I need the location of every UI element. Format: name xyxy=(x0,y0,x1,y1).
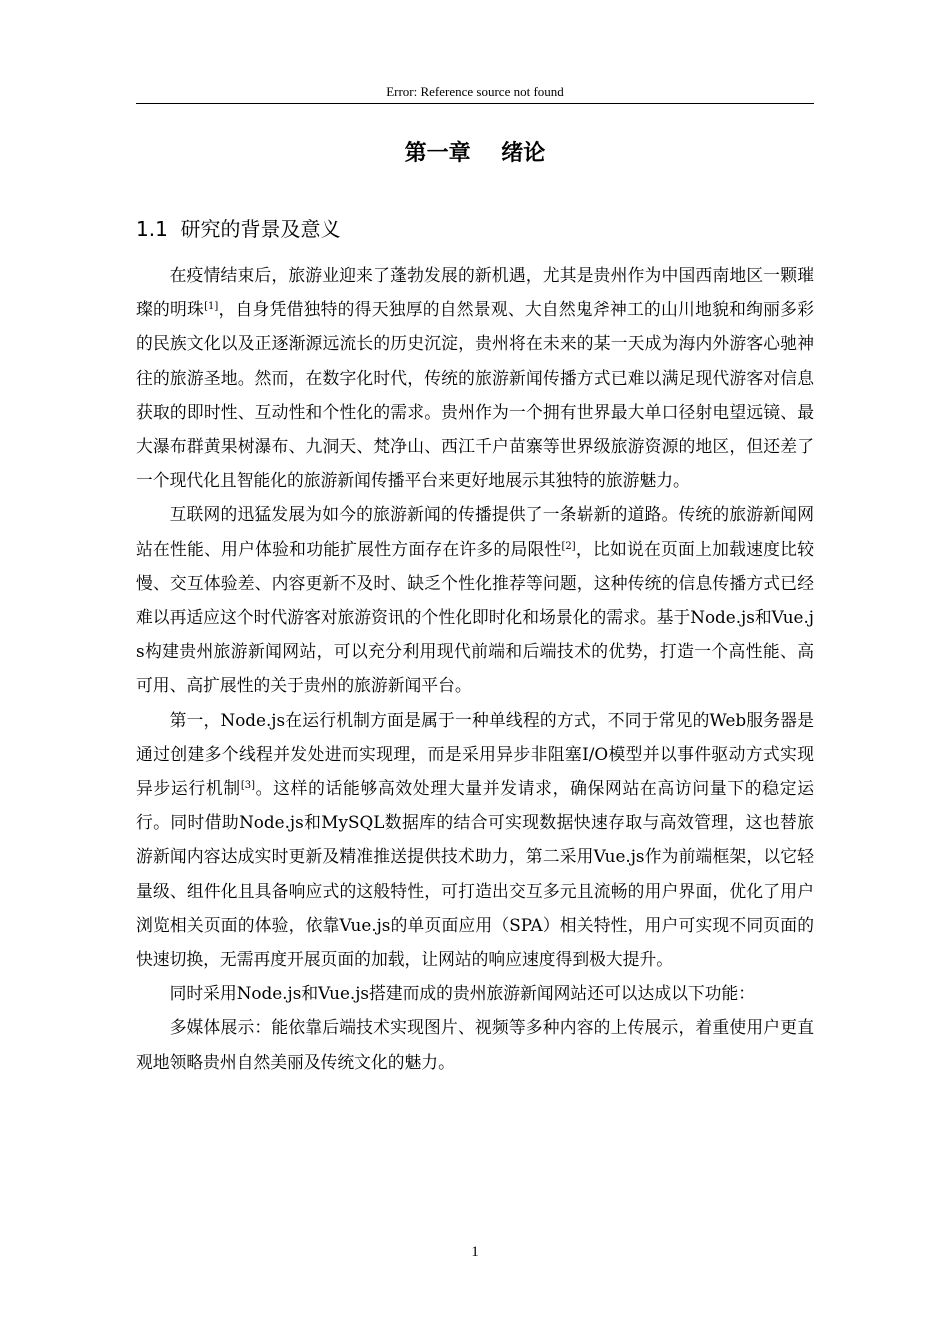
body-text xyxy=(136,258,814,1079)
paragraph-text: 互联网的迅猛发展为如今的旅游新闻的传播提供了一条崭新的道路。传统的旅游新闻网站在性能、用户体验和功能扩展性方面存在许多的局限性 xyxy=(136,504,814,559)
paragraph-text: 第一，Node.js在运行机制方面是属于一种单线程的方式，不同于常见的Web服务器是通过创建多个线程并发处进而实现理，而是采用异步非阻塞I/O模型并以事件驱动方式实现异步运行机制 xyxy=(136,709,814,799)
paragraph-text: 。这样的话能够高效处理大量并发请求，确保网站在高访问量下的稳定运行。同时借助Node.js和MySQL数据库的结合可实现数据快速存取与高效管理，这也替旅游新闻内容达成实时更新及精准推送提供技术助力，第二采用Vue.js作为前端框架，以它轻量级、组件化且具备响应式的这般特性，可打造出交互多元且流畅的用户界面，优化了用户浏览相关页面的体验，依靠Vue.js的单页面应用（SPA）相关特性，用户可实现不同页面的快速切换，无需再度开展页面的加载，让网站的响应速度得到极大提升。 xyxy=(136,778,814,970)
paragraph-text: 在疫情结束后，旅游业迎来了蓬勃发展的新机遇，尤其是贵州作为中国西南地区一颗璀璨的明珠 xyxy=(136,265,814,320)
page-number: 1 xyxy=(471,1244,479,1260)
header-rule xyxy=(136,103,814,104)
chapter-title: 第一章 绪论 xyxy=(404,141,546,166)
paragraph-4 xyxy=(136,976,814,1010)
paragraph-3 xyxy=(136,703,814,977)
paragraph-text: 多媒体展示：能依靠后端技术实现图片、视频等多种内容的上传展示，着重使用户更直观地领略贵州自然美丽及传统文化的魅力。 xyxy=(136,1017,814,1072)
paragraph-text: 同时采用Node.js和Vue.js搭建而成的贵州旅游新闻网站还可以达成以下功能： xyxy=(169,983,756,1004)
paragraph-text: ，自身凭借独特的得天独厚的自然景观、大自然鬼斧神工的山川地貌和绚丽多彩的民族文化以及正逐渐源远流长的历史沉淀，贵州将在未来的某一天成为海内外游客心驰神往的旅游圣地。然而，在数字化时代，传统的旅游新闻传播方式已难以满足现代游客对信息获取的即时性、互动性和个性化的需求。贵州作为一个拥有世界最大单口径射电望远镜、最大瀑布群黄果树瀑布、九洞天、梵净山、西江千户苗寨等世界级旅游资源的地区，但还差了一个现代化且智能化的旅游新闻传播平台来更好地展示其独特的旅游魅力。 xyxy=(136,299,814,491)
citation-marker[interactable]: [3] xyxy=(240,780,255,792)
paragraph-text: ，比如说在页面上加载速度比较慢、交互体验差、内容更新不及时、缺乏个性化推荐等问题，这种传统的信息传播方式已经难以再适应这个时代游客对旅游资讯的个性化即时化和场景化的需求。基于Node.js和Vue.js构建贵州旅游新闻网站，可以充分利用现代前端和后端技术的优势，打造一个高性能、高可用、高扩展性的关于贵州的旅游新闻平台。 xyxy=(136,538,814,696)
running-header: Error: Reference source not found xyxy=(386,84,564,99)
paragraph-2 xyxy=(136,497,814,702)
section-heading: 1.1 研究的背景及意义 xyxy=(136,217,341,241)
citation-marker[interactable]: [2] xyxy=(561,540,576,552)
paragraph-1 xyxy=(136,258,814,497)
paragraph-5 xyxy=(136,1010,814,1078)
citation-marker[interactable]: [1] xyxy=(204,301,219,313)
